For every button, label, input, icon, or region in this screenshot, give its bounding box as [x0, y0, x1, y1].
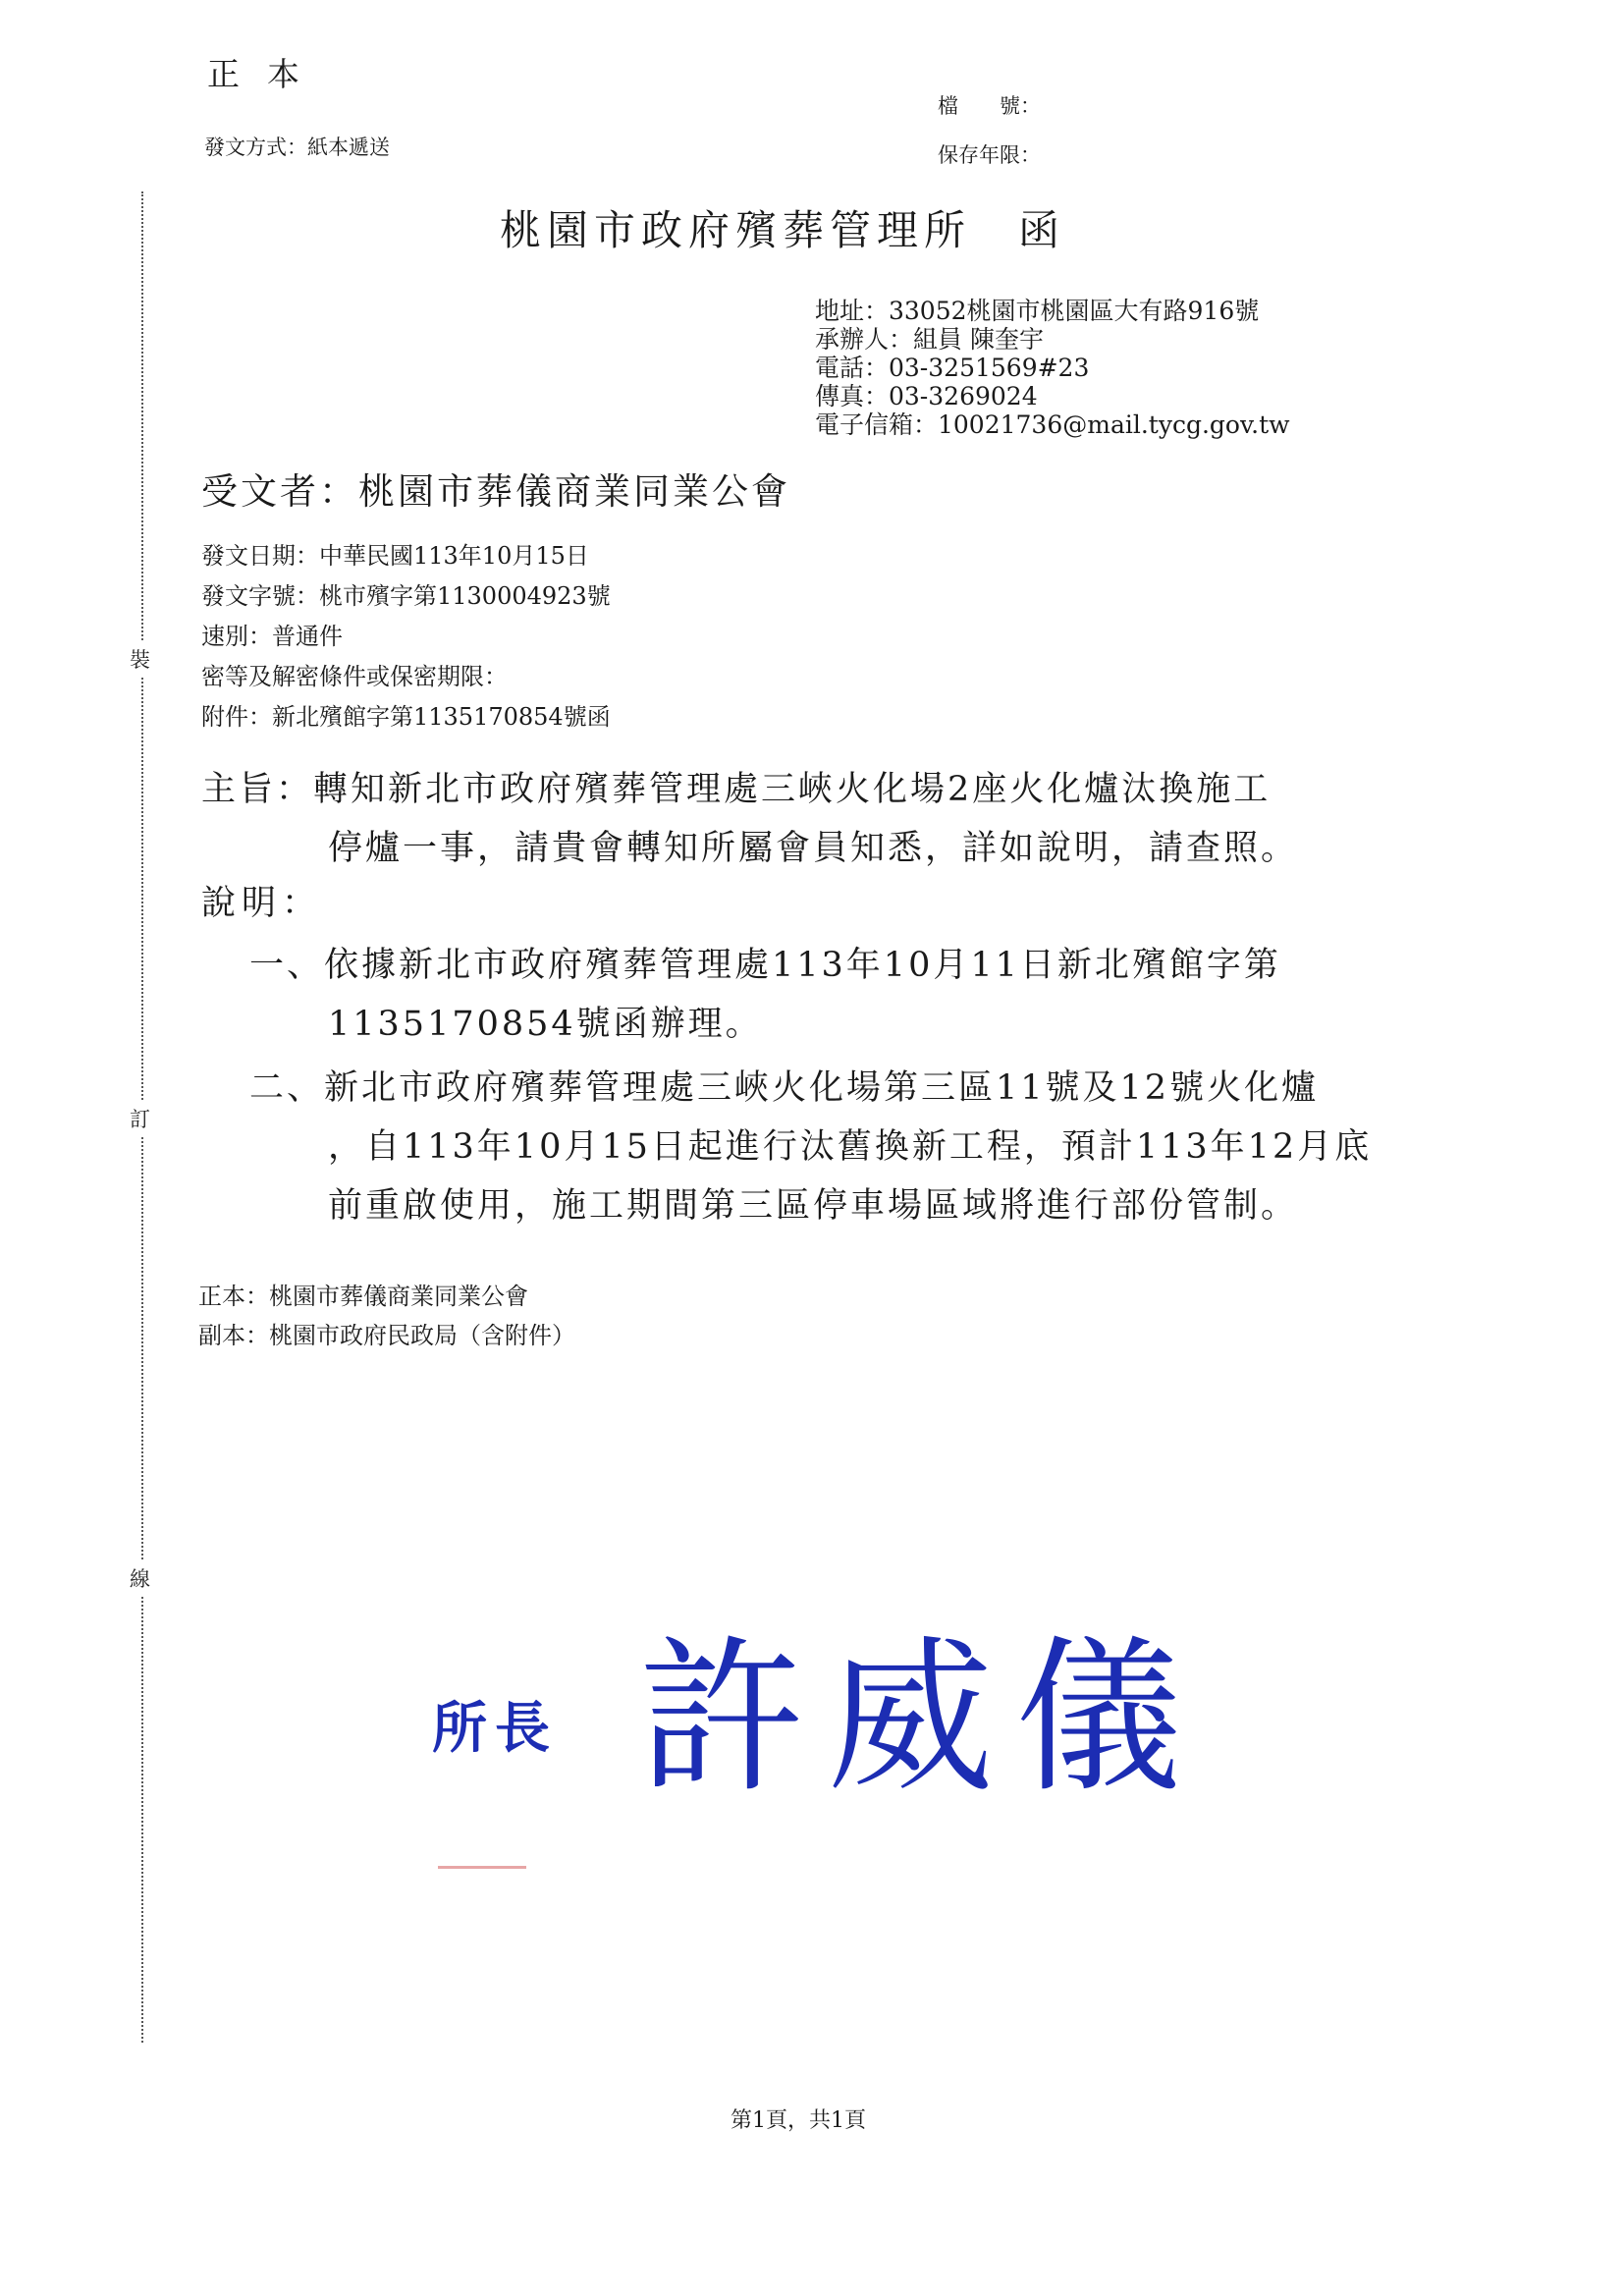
binding-mark-ding: 訂 [130, 1100, 150, 1137]
explanation-item-2-line-2: ，自113年10月15日起進行汰舊換新工程，預計113年12月底 [328, 1127, 1373, 1167]
copy-label: 正本 [207, 55, 327, 93]
explanation-item-2-line-1: 二、新北市政府殯葬管理處三峽火化場第三區11號及12號火化爐 [249, 1068, 1320, 1108]
contact-phone: 電話：03-3251569#23 [815, 354, 1090, 382]
contact-handler: 承辦人：組員 陳奎宇 [815, 325, 1044, 354]
contact-email: 電子信箱：10021736@mail.tycg.gov.tw [815, 410, 1290, 439]
retention-period: 保存年限： [938, 143, 1041, 167]
explanation-item-1-line-1: 一、依據新北市政府殯葬管理處113年10月11日新北殯館字第 [249, 946, 1281, 985]
explanation-heading: 說明： [201, 884, 323, 923]
contact-fax: 傳真：03-3269024 [815, 382, 1038, 410]
recipient: 受文者：桃園市葬儀商業同業公會 [201, 470, 790, 513]
contact-address: 地址：33052桃園市桃園區大有路916號 [815, 297, 1260, 325]
file-number: 檔 號： [938, 94, 1041, 118]
issue-date: 發文日期：中華民國113年10月15日 [201, 542, 589, 570]
signature-title-stamp: 所長 [432, 1697, 558, 1761]
attachment: 附件：新北殯館字第1135170854號函 [201, 703, 611, 731]
send-method: 發文方式：紙本遞送 [204, 136, 390, 159]
binding-mark-xian: 線 [130, 1559, 150, 1597]
signature-name-stamp: 許威儀 [638, 1621, 1205, 1816]
issuing-organization: 桃園市政府殯葬管理所 [500, 206, 972, 254]
secrecy-level: 密等及解密條件或保密期限： [201, 663, 508, 690]
document-number: 發文字號：桃市殯字第1130004923號 [201, 582, 611, 610]
document-type: 函 [1018, 206, 1066, 254]
document-title [500, 198, 1065, 257]
distribution-copy: 副本：桃園市政府民政局（含附件） [198, 1322, 575, 1349]
page-number: 第1頁，共1頁 [731, 2108, 866, 2133]
subject-line-2: 停爐一事，請貴會轉知所屬會員知悉，詳如說明，請查照。 [328, 829, 1299, 868]
explanation-item-1-line-2: 1135170854號函辦理。 [328, 1005, 763, 1044]
binding-mark-zhuang: 裝 [130, 640, 150, 678]
subject-line-1: 主旨：轉知新北市政府殯葬管理處三峽火化場2座火化爐汰換施工 [201, 770, 1272, 809]
delivery-speed: 速別：普通件 [201, 623, 343, 650]
red-ink-mark [438, 1866, 526, 1869]
explanation-item-2-line-3: 前重啟使用，施工期間第三區停車場區域將進行部份管制。 [328, 1186, 1299, 1226]
distribution-original: 正本：桃園市葬儀商業同業公會 [198, 1283, 528, 1310]
